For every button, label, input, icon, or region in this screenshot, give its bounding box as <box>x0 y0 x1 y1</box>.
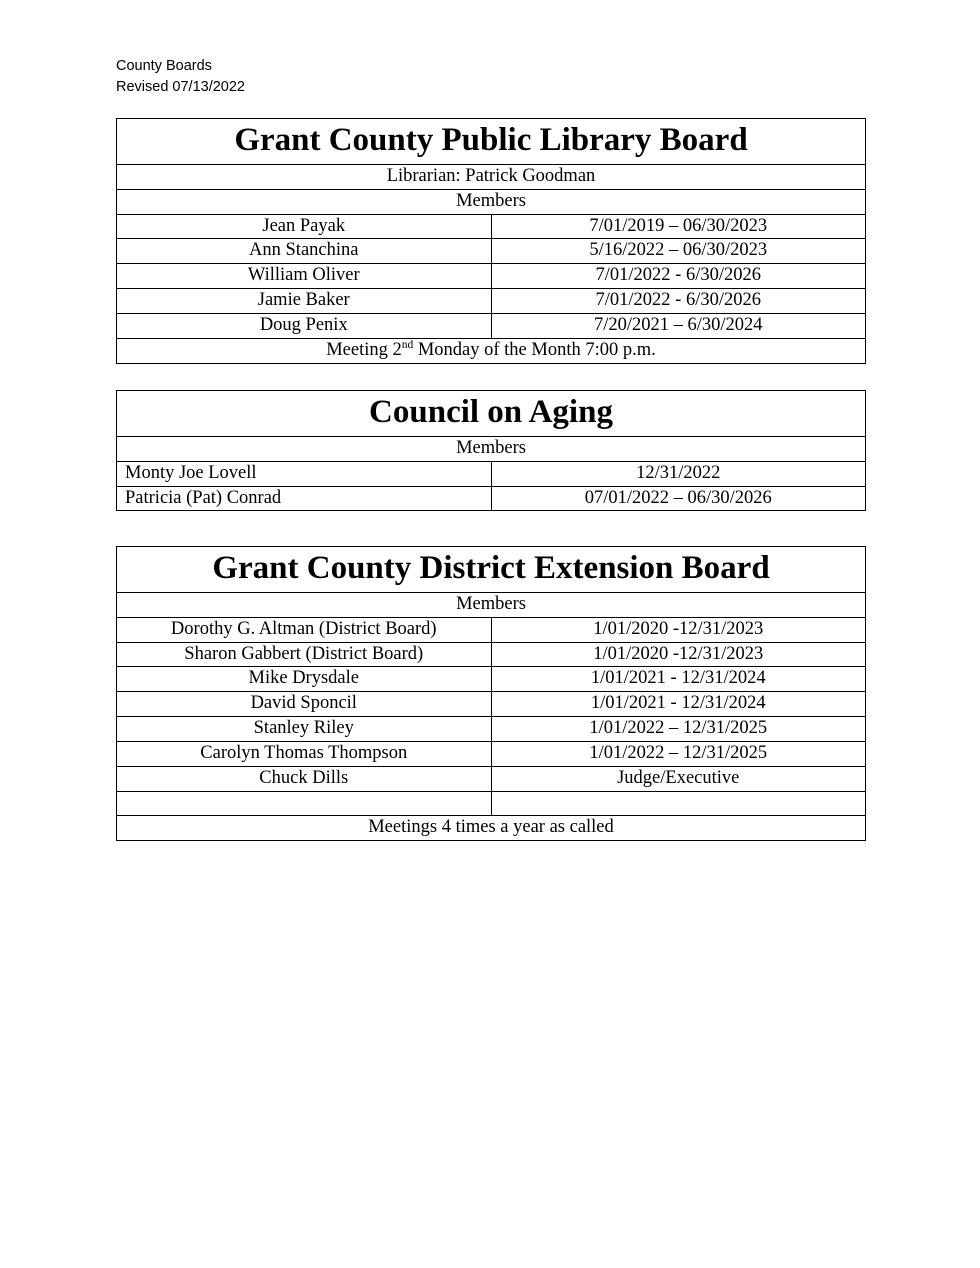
table-row <box>117 692 866 717</box>
library-meeting-note <box>117 338 866 363</box>
member-term: 5/16/2022 – 06/30/2023 <box>491 239 866 264</box>
member-name: Dorothy G. Altman (District Board) <box>117 617 492 642</box>
member-name: Jamie Baker <box>117 289 492 314</box>
table-title-row <box>117 547 866 593</box>
table-row <box>117 617 866 642</box>
meeting-note-ordinal: nd <box>401 338 414 351</box>
document-header <box>116 56 245 98</box>
member-term: 1/01/2022 – 12/31/2025 <box>491 741 866 766</box>
table-title-row <box>117 119 866 165</box>
table-subhead-row <box>117 189 866 214</box>
table-row <box>117 313 866 338</box>
header-line-revised: Revised 07/13/2022 <box>116 79 245 96</box>
member-name: Stanley Riley <box>117 717 492 742</box>
aging-members-label: Members <box>117 436 866 461</box>
member-term: 1/01/2020 -12/31/2023 <box>491 617 866 642</box>
district-extension-board-title: Grant County District Extension Board <box>117 547 866 593</box>
table-blank-row <box>117 791 866 816</box>
table-row <box>117 214 866 239</box>
blank-cell-right <box>491 791 866 816</box>
table-footer-row <box>117 338 866 363</box>
member-term: 1/01/2020 -12/31/2023 <box>491 642 866 667</box>
member-name: William Oliver <box>117 264 492 289</box>
table-row <box>117 264 866 289</box>
member-name: Monty Joe Lovell <box>117 461 492 486</box>
table-title-row <box>117 391 866 437</box>
member-name: Mike Drysdale <box>117 667 492 692</box>
table-row <box>117 486 866 511</box>
member-name: David Sponcil <box>117 692 492 717</box>
table-row <box>117 642 866 667</box>
member-name: Jean Payak <box>117 214 492 239</box>
table-row <box>117 667 866 692</box>
member-term: Judge/Executive <box>491 766 866 791</box>
council-on-aging-title: Council on Aging <box>117 391 866 437</box>
member-name: Ann Stanchina <box>117 239 492 264</box>
meeting-note-suffix: Monday of the Month 7:00 p.m. <box>413 339 656 360</box>
member-name: Chuck Dills <box>117 766 492 791</box>
member-term: 07/01/2022 – 06/30/2026 <box>491 486 866 511</box>
member-term: 1/01/2022 – 12/31/2025 <box>491 717 866 742</box>
meeting-note-prefix: Meeting 2 <box>326 339 402 360</box>
table-subhead-row <box>117 164 866 189</box>
member-term: 7/20/2021 – 6/30/2024 <box>491 313 866 338</box>
table-row <box>117 239 866 264</box>
council-on-aging-table <box>116 390 866 511</box>
member-term: 12/31/2022 <box>491 461 866 486</box>
table-subhead-row <box>117 436 866 461</box>
member-term: 7/01/2022 - 6/30/2026 <box>491 289 866 314</box>
table-row <box>117 461 866 486</box>
table-row <box>117 766 866 791</box>
table-row <box>117 289 866 314</box>
library-board-title: Grant County Public Library Board <box>117 119 866 165</box>
table-footer-row <box>117 816 866 841</box>
member-term: 7/01/2019 – 06/30/2023 <box>491 214 866 239</box>
blank-cell-left <box>117 791 492 816</box>
table-subhead-row <box>117 592 866 617</box>
member-name: Carolyn Thomas Thompson <box>117 741 492 766</box>
library-board-table <box>116 118 866 364</box>
library-librarian-line: Librarian: Patrick Goodman <box>117 164 866 189</box>
table-row <box>117 717 866 742</box>
member-name: Patricia (Pat) Conrad <box>117 486 492 511</box>
extension-members-label: Members <box>117 592 866 617</box>
member-term: 1/01/2021 - 12/31/2024 <box>491 667 866 692</box>
extension-meeting-note: Meetings 4 times a year as called <box>117 816 866 841</box>
header-line-title: County Boards <box>116 58 212 74</box>
member-name: Doug Penix <box>117 313 492 338</box>
member-term: 1/01/2021 - 12/31/2024 <box>491 692 866 717</box>
library-members-label: Members <box>117 189 866 214</box>
member-term: 7/01/2022 - 6/30/2026 <box>491 264 866 289</box>
member-name: Sharon Gabbert (District Board) <box>117 642 492 667</box>
district-extension-board-table <box>116 546 866 841</box>
table-row <box>117 741 866 766</box>
